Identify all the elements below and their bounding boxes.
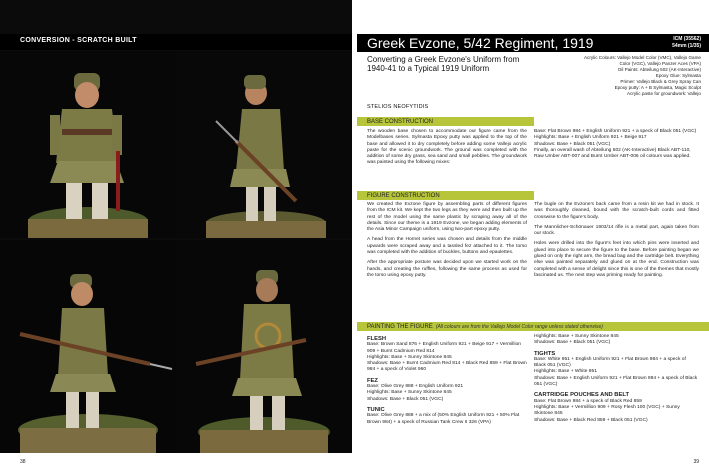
material-line: Primer: Vallejo Black & Grey Spray Can bbox=[620, 79, 701, 84]
mix-line: Highlights: Base + English Uniform 921 + Beige 917 bbox=[534, 135, 647, 141]
heading-text bbox=[367, 324, 603, 330]
material-line: Epoxy putty: A + B Sylmasta, Magic Sculpt bbox=[614, 85, 701, 90]
paint-line: Highlights: Base + Sunny Skintone 845 bbox=[367, 354, 452, 360]
right-page bbox=[357, 0, 709, 453]
base-construction-text: The wooden base chosen to accommodate our figure came from the Modelbases series. Sylmasta Epoxy putty was applied to the top of the base and allowed it to dry completely before adding some Vallejo acrylic paste for the scenic groundwork. The ground was completed with the addition of some dry grass, sea sand and small pebbles. The groundwork was painted using the following mixes: bbox=[367, 129, 527, 166]
painting-heading bbox=[357, 322, 709, 331]
kit-scale: 54mm (1/35) bbox=[672, 42, 701, 49]
paint-line: Shadows: Base + English Uniform 921 + Flat Brown 984 + a speck of Black 051 (VGC) bbox=[534, 375, 698, 388]
paint-line: Highlights: Base + White 951 bbox=[534, 369, 597, 375]
paragraph: The bugle on the Evzone's back came from a resin kit we had in stock. It was thoroughly cleaned, bound with the scratch-built cords and fitted crosswise to the figure's body. bbox=[534, 202, 699, 220]
material-line: Epoxy Glue: Sylmasta bbox=[655, 73, 701, 78]
mix-line: Base: Flat Brown 984 + English Uniform 921 + a speck of Black 051 (VGC) bbox=[534, 129, 697, 134]
paragraph: Holes were drilled into the figure's feet into which pins were inserted and glued into place to secure the figure to the base. Before painting began we glued on only the right arm, the bread bag and the cartridge belt. Everything else was painted separately and glued on at the end. Construction was completed with a sense of delight since this is one of the themes that mostly fascinated us. The next step was priming ready for painting. bbox=[534, 241, 699, 278]
base-construction-heading bbox=[357, 117, 534, 126]
article-title: Greek Evzone, 5/42 Regiment, 1919 bbox=[367, 35, 594, 51]
paint-line: Base: Olive Grey 888 + English Uniform 921 bbox=[367, 384, 464, 390]
paint-line: Shadows: Base + Burnt Cadmium Red 814 + Black Red 859 + Flat Brown 984 + a speck of Violet 960 bbox=[367, 361, 527, 373]
paint-line: Highlights: Base + Sunny Skintone 845 bbox=[534, 334, 619, 339]
paragraph: The Mannlicher-Schönauer 1903/14 rifle is a metal part, again taken from our stock. bbox=[534, 224, 699, 237]
paint-line: Shadows: Base + Black Red 859 + Black 051 (VGC) bbox=[534, 417, 648, 423]
paint-line: Base: White 951 + English Uniform 921 + Flat Brown 984 + a speck of Black 051 (VGC) bbox=[534, 356, 686, 369]
paint-line: Highlights: Base + Sunny Skintone 845 bbox=[367, 390, 452, 396]
material-line: Acrylic paste for groundwork: Vallejo bbox=[627, 91, 701, 96]
page-number-left: 38 bbox=[20, 459, 26, 465]
paragraph: We created the Evzone figure by assembling parts of different figures from the ICM kit. We kept the two legs as they were and then built up the rest of the model using the same plastic by scraping away all of the details. Since our theme is a 1919 Evzone, we began adding elements of the Asia Minor Campaign uniform, using two-part epoxy putty. bbox=[367, 202, 527, 233]
paint-line: Shadows: Base + Black 051 (VGC) bbox=[367, 396, 444, 402]
heading-text: FIGURE CONSTRUCTION bbox=[367, 192, 440, 199]
left-footer bbox=[0, 453, 352, 472]
materials-list bbox=[536, 55, 701, 97]
base-construction-mixes bbox=[534, 129, 699, 160]
article-subtitle: Converting a Greek Evzone's Uniform from 1940-41 to a Typical 1919 Uniform bbox=[367, 55, 520, 73]
figure-construction-heading bbox=[357, 191, 534, 200]
paint-line: Highlights: Base + Vermillion 909 + Rosy Flesh 100 (VGC) + Sunny Skintone 845 bbox=[534, 404, 680, 417]
paragraph: A head from the Hornet series was chosen and details from the middle upwards were scraped away and a tassled fez attached to it. The torso was completed with the addition of buckles, buttons and epaulettes. bbox=[367, 237, 527, 256]
paint-subheading: FLESH bbox=[367, 336, 387, 342]
painting-col1 bbox=[367, 334, 527, 426]
paint-line: Shadows: Base + Black 051 (VGC) bbox=[534, 340, 611, 346]
figure-construction-col1 bbox=[367, 202, 527, 283]
material-line: Color (VGC), Vallejo Panzer Aces (VPA) bbox=[619, 61, 701, 66]
painting-note: (All colours are from the Vallejo Model Color range unless stated otherwise) bbox=[435, 323, 603, 330]
page-number-right: 39 bbox=[693, 459, 699, 465]
figure-photo-back bbox=[176, 240, 352, 453]
paint-line: Base: Olive Grey 888 + a mix of (50% English Uniform 921 + 50% Flat Brown 984) + a speck of Russian Tank Crew II 326 (VPA) bbox=[367, 413, 520, 425]
figure-photo-left bbox=[0, 240, 176, 453]
left-page bbox=[0, 0, 352, 472]
figure-construction-col2 bbox=[534, 202, 699, 283]
title-bar bbox=[357, 34, 709, 52]
kit-info bbox=[672, 36, 701, 49]
figure-photo-side bbox=[176, 51, 352, 238]
figure-photo-front bbox=[0, 51, 176, 238]
left-page-header bbox=[0, 34, 352, 50]
paint-subheading: TIGHTS bbox=[534, 350, 556, 357]
author-name: STELIOS NEOFYTIDIS bbox=[367, 104, 429, 110]
paint-subheading: FEZ bbox=[367, 377, 378, 384]
paint-line: Base: Flat Brown 984 + a speck of Black Red 859 bbox=[534, 398, 642, 404]
material-line: Acrylic Colours: Vallejo Model Color (VMC), Vallejo Game bbox=[583, 55, 701, 60]
paint-subheading: CARTRIDGE POUCHES AND BELT bbox=[534, 392, 630, 399]
painting-col2 bbox=[534, 334, 699, 424]
paint-subheading: TUNIC bbox=[367, 406, 385, 413]
section-label: CONVERSION - SCRATCH BUILT bbox=[20, 37, 137, 44]
right-footer bbox=[357, 453, 709, 472]
mix-line: Shadows: Base + Black 051 (VGC) bbox=[534, 141, 611, 147]
material-line: Oil Paints: Abteilung 502 (AK-Interactive) bbox=[617, 67, 701, 72]
painting-heading-label: PAINTING THE FIGURE bbox=[367, 323, 433, 330]
kit-ref: ICM (35562) bbox=[673, 36, 701, 42]
heading-text: BASE CONSTRUCTION bbox=[367, 118, 434, 125]
paragraph: After the appropriate posture was decided upon we started work on the hands, and creating the ruffles, following the same process as used for the torso using epoxy putty. bbox=[367, 260, 527, 278]
mix-line: Finally, an overall wash of Abteilung 502 (AK-Interactive) Black ABT-110, Raw Umber ABT-007 and Burnt Umber ABT-006 oil colours was applied. bbox=[534, 147, 691, 160]
paint-line: Base: Brown Sand 876 + English Uniform 921 + Beige 917 + Vermillion 909 + Burnt Cadmium Red 814 bbox=[367, 342, 522, 354]
